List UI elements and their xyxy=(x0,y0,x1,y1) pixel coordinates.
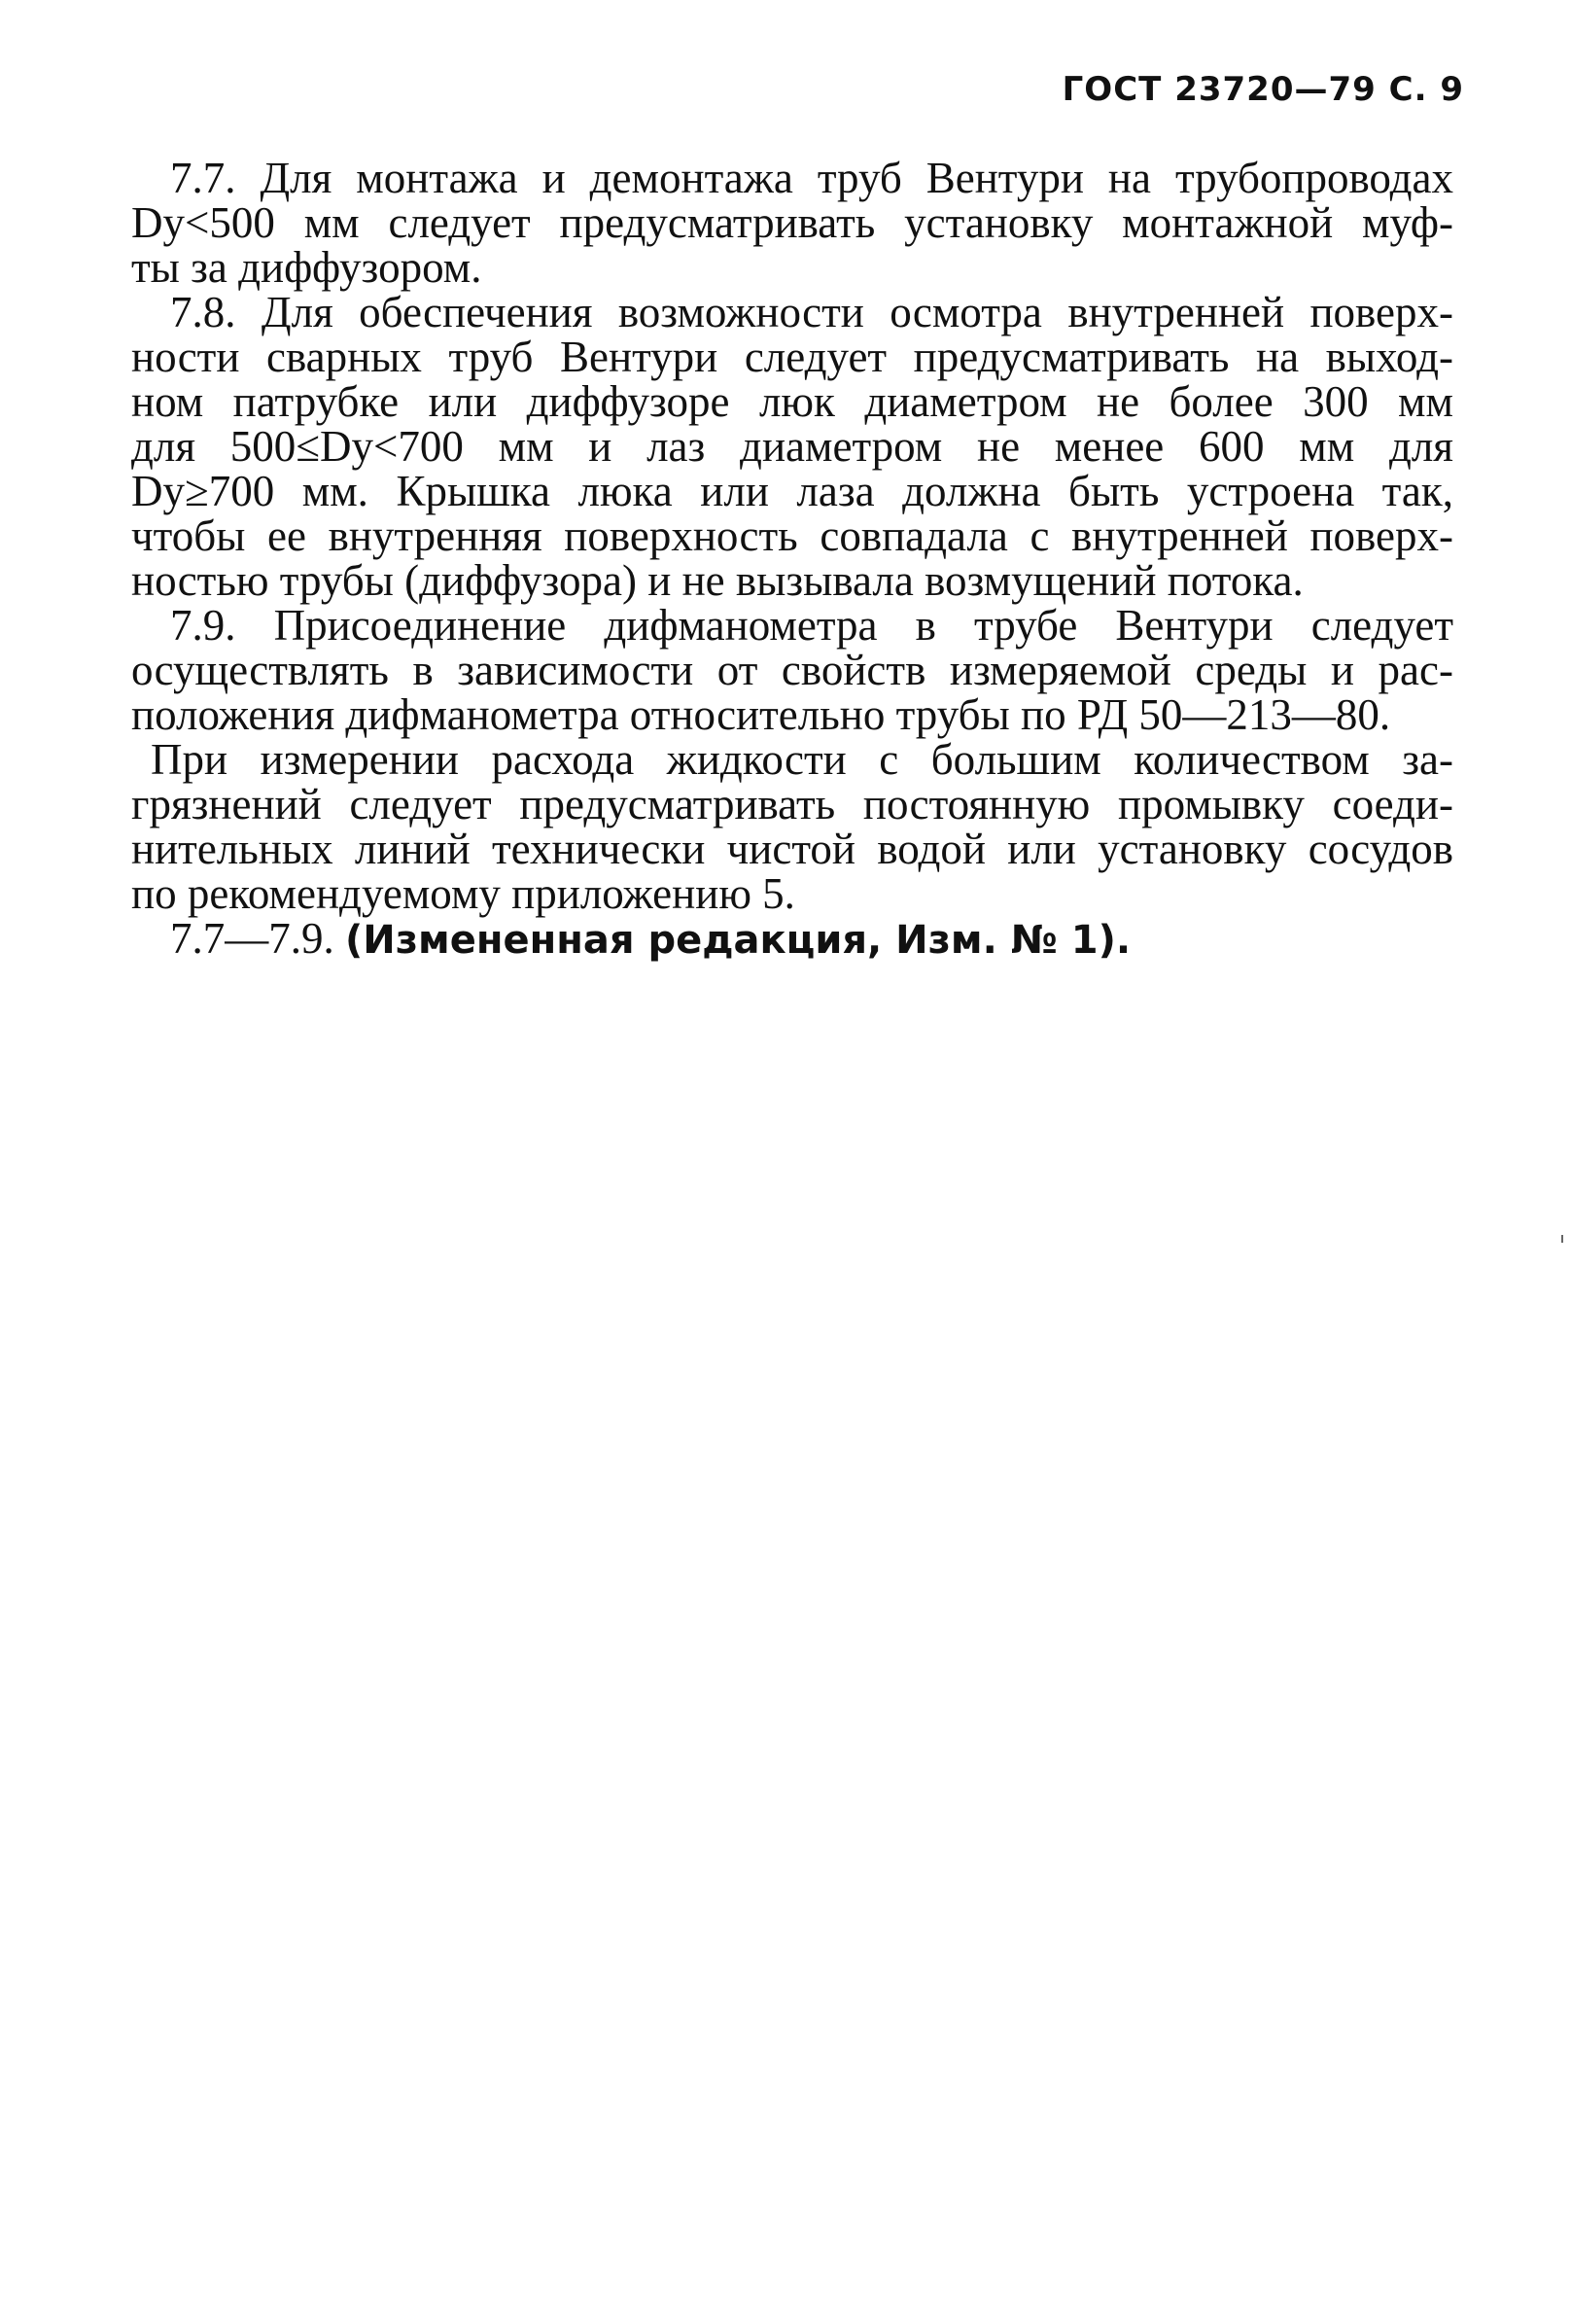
text-line: При измерении расхода жидкости с большим количеством за- xyxy=(151,735,1453,784)
text-line: 7.7. Для монтажа и демонтажа труб Вентури на трубопроводах xyxy=(170,154,1453,202)
text-line: положения дифманометра относительно трубы по РД 50—213—80. xyxy=(131,690,1391,739)
text-line: ном патрубке или диффузоре люк диаметром не более 300 мм xyxy=(131,377,1453,426)
running-header: ГОСТ 23720—79 С. 9 xyxy=(1062,70,1464,109)
text-line: по рекомендуемому приложению 5. xyxy=(131,869,795,918)
amendment-ref: 7.7—7.9. xyxy=(170,914,334,963)
amendment-text: (Измененная редакция, Изм. № 1). xyxy=(345,918,1132,963)
body-text xyxy=(131,154,1453,963)
paragraph-7-9 xyxy=(131,601,1453,739)
amendment-note xyxy=(151,916,1453,963)
text-line: Dy≥700 мм. Крышка люка или лаза должна быть устроена так, xyxy=(131,467,1453,515)
text-line: ности сварных труб Вентури следует предусматривать на выход- xyxy=(131,333,1453,381)
scan-edge-mark xyxy=(1561,1235,1563,1243)
paragraph-7-7 xyxy=(131,154,1453,292)
paragraph-7-9-note xyxy=(131,735,1453,918)
paragraph-7-8 xyxy=(131,288,1453,605)
text-line: нительных линий технически чистой водой или установку сосудов xyxy=(131,825,1453,873)
text-line: 7.8. Для обеспечения возможности осмотра внутренней поверх- xyxy=(170,288,1453,336)
text-line: для 500≤Dy<700 мм и лаз диаметром не менее 600 мм для xyxy=(131,422,1453,471)
text-line: ностью трубы (диффузора) и не вызывала возмущений потока. xyxy=(131,556,1304,605)
text-line: осуществлять в зависимости от свойств измеряемой среды и рас- xyxy=(131,646,1453,694)
text-line: грязнений следует предусматривать постоянную промывку соеди- xyxy=(131,780,1453,828)
text-line: 7.9. Присоединение дифманометра в трубе Вентури следует xyxy=(170,601,1453,650)
text-line: Dy<500 мм следует предусматривать установку монтажной муф- xyxy=(131,198,1453,247)
text-line: ты за диффузором. xyxy=(131,243,482,292)
text-line: чтобы ее внутренняя поверхность совпадала с внутренней поверх- xyxy=(131,511,1453,560)
